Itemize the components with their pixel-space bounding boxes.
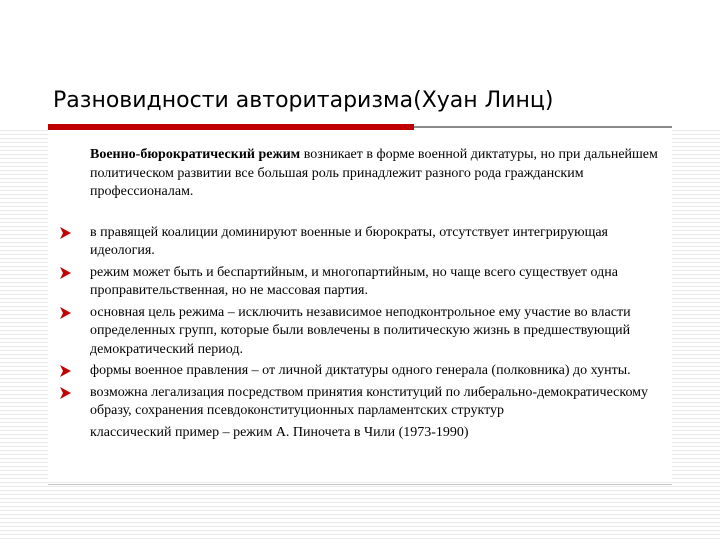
slide-body — [60, 146, 660, 442]
bullet-list — [60, 224, 660, 421]
closing-example: классический пример – режим А. Пиночета в Чили (1973-1990) — [90, 424, 469, 440]
arrow-bullet-icon — [60, 307, 71, 319]
bullet-text: возможна легализация посредством принятия конституций по либерально-демократическому образу, сохранения псевдоконституционных парламентских структур — [90, 384, 649, 418]
list-item — [60, 362, 660, 381]
arrow-bullet-icon — [60, 227, 71, 239]
title-rule — [414, 126, 672, 128]
list-item — [60, 384, 660, 421]
arrow-bullet-icon — [60, 365, 71, 377]
list-item — [60, 224, 660, 261]
arrow-bullet-icon — [60, 387, 71, 399]
slide-title: Разновидности авторитаризма(Хуан Линц) — [53, 88, 554, 113]
bullet-text: режим может быть и беспартийным, и многопартийным, но чаще всего существует одна проправительственная, но не массовая партия. — [90, 264, 618, 298]
intro-text: возникает в форме военной диктатуры, но при дальнейшем политическом развитии все большая роль принадлежит разного рода гражданским профессионалам. — [90, 147, 658, 199]
footer-rule — [48, 484, 672, 485]
intro-paragraph — [90, 146, 660, 202]
list-item — [60, 304, 660, 360]
list-item — [60, 264, 660, 301]
bullet-text: основная цель режима – исключить независимое неподконтрольное ему участие во власти определенных групп, которые были вовлечены в политическую жизнь в предшествующий демократический период. — [90, 304, 631, 357]
intro-term: Военно-бюрократический режим — [90, 147, 301, 162]
bullet-text: формы военное правления – от личной диктатуры одного генерала (полковника) до хунты. — [90, 363, 631, 378]
bullet-text: в правящей коалиции доминируют военные и бюрократы, отсутствует интегрирующая идеология. — [90, 224, 608, 258]
arrow-bullet-icon — [60, 267, 71, 279]
title-accent-bar — [48, 124, 414, 130]
